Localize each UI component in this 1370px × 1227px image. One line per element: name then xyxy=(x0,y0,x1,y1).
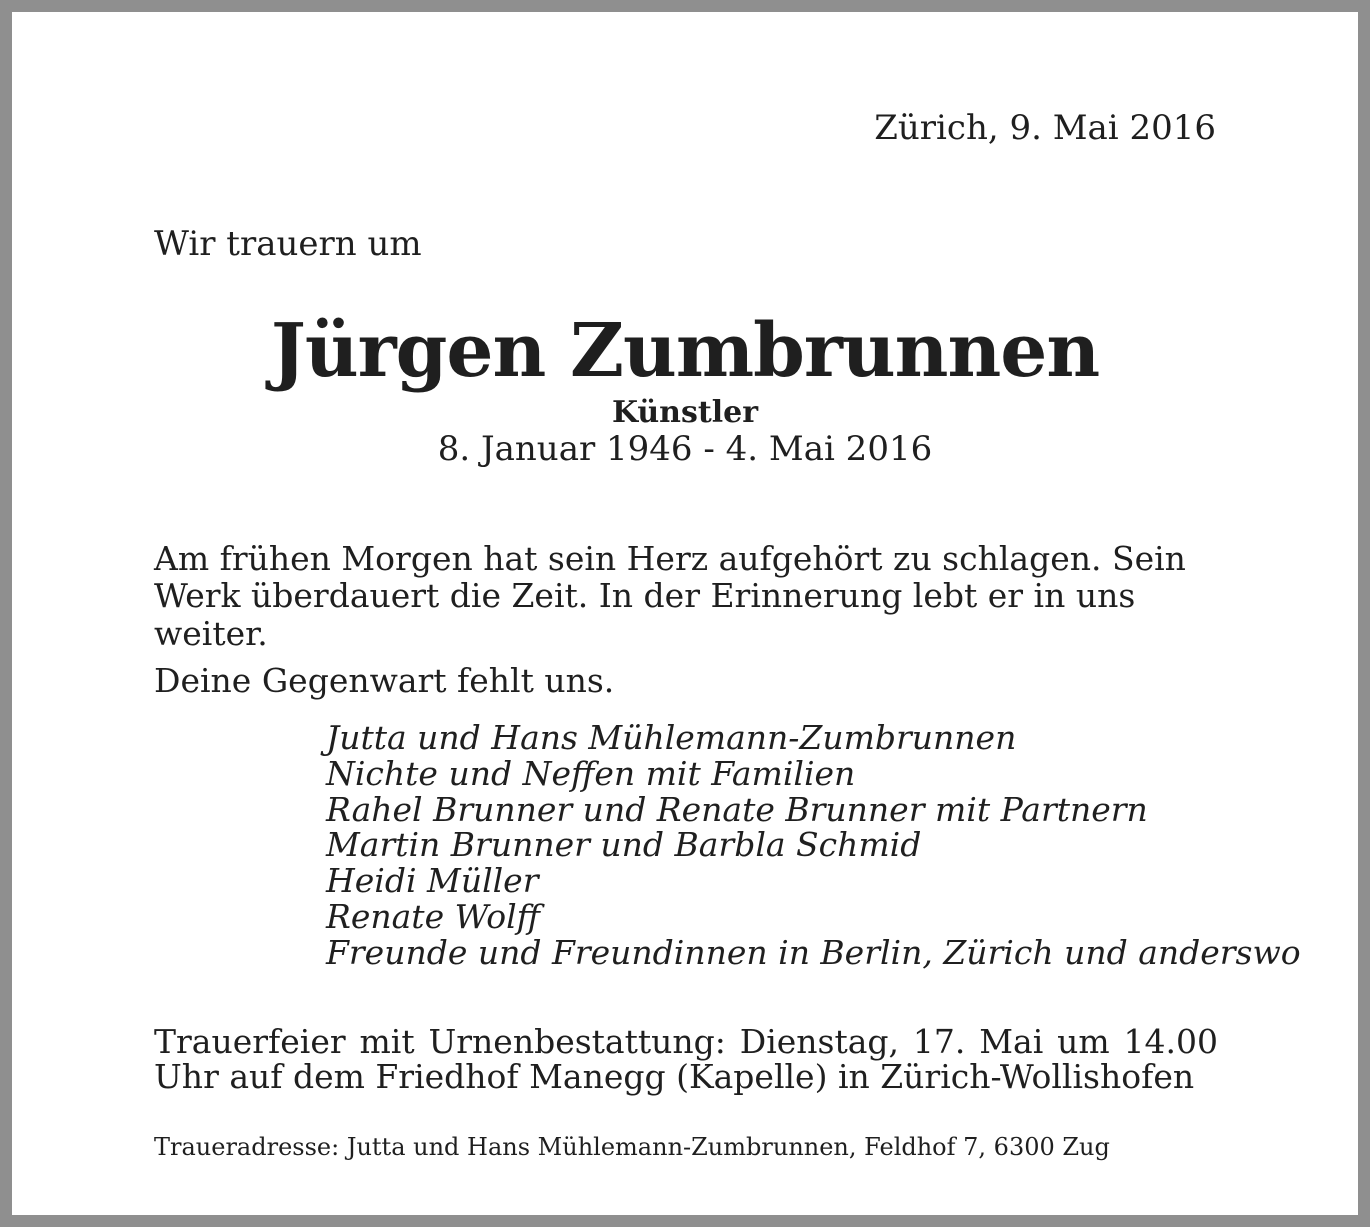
mourner-entry: Heidi Müller xyxy=(326,861,539,901)
intro-text: Wir trauern um xyxy=(154,224,422,264)
deceased-header xyxy=(12,308,1358,469)
message-paragraph: Am frühen Morgen hat sein Herz aufgehört zu schlagen. Sein Werk überdauert die Zeit. In der Erinnerung lebt er in uns weiter. xyxy=(154,539,1186,653)
mourner-entry: Martin Brunner und Barbla Schmid xyxy=(326,825,922,865)
place-date: Zürich, 9. Mai 2016 xyxy=(874,108,1216,148)
deceased-name: Jürgen Zumbrunnen xyxy=(270,308,1100,394)
mourning-address: Traueradresse: Jutta und Hans Mühlemann-Zumbrunnen, Feldhof 7, 6300 Zug xyxy=(154,1133,1110,1161)
mourner-entry: Renate Wolff xyxy=(326,896,541,936)
obituary-notice xyxy=(12,12,1358,1215)
ceremony-text: Trauerfeier mit Urnenbestattung: Dienstag, 17. Mai um 14.00 Uhr auf dem Friedhof Manegg (Kapelle) in Zürich-Wollishofen xyxy=(154,1022,1218,1097)
memorial-message xyxy=(154,540,1218,699)
mourner-entry: Nichte und Neffen mit Familien xyxy=(326,753,856,793)
funeral-ceremony-info xyxy=(154,1024,1218,1095)
mourners-list xyxy=(326,720,1301,971)
message-closing: Deine Gegenwart fehlt uns. xyxy=(154,660,615,700)
mourner-entry: Jutta und Hans Mühlemann-Zumbrunnen xyxy=(326,718,1017,757)
deceased-occupation: Künstler xyxy=(611,395,759,430)
mourner-entry: Rahel Brunner und Renate Brunner mit Partnern xyxy=(326,789,1148,829)
mourner-entry: Freunde und Freundinnen in Berlin, Zürich und anderswo xyxy=(326,932,1301,972)
lifespan-dates: 8. Januar 1946 - 4. Mai 2016 xyxy=(437,429,933,469)
